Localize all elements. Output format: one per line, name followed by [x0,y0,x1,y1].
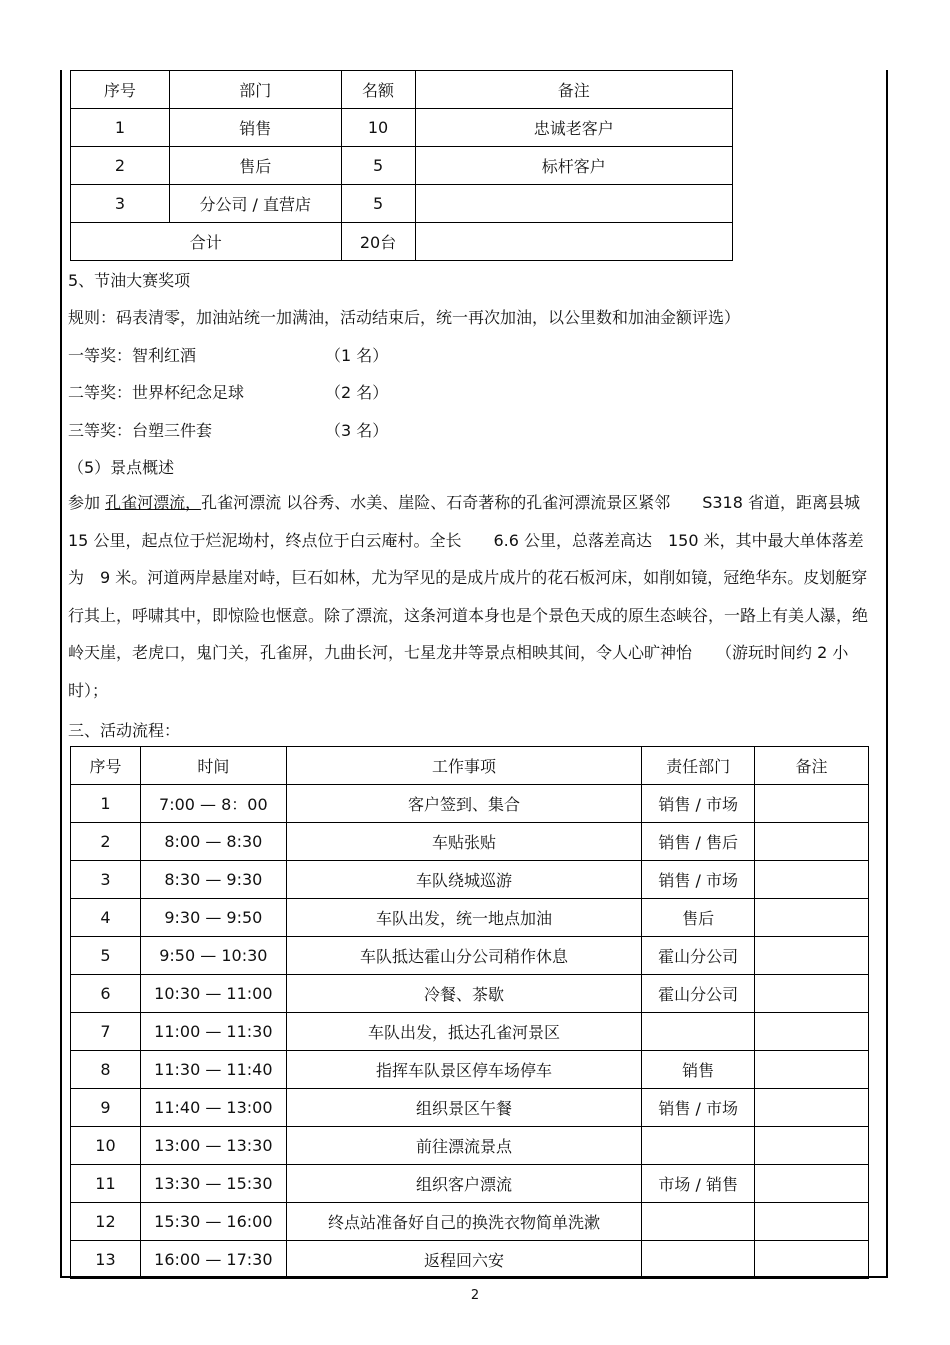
scenic-description [68,484,873,709]
total-note [415,223,733,261]
table-cell: 10 [71,1127,141,1165]
table-cell: 5 [341,185,415,223]
prize-first-label: 一等奖：智利红酒 [68,346,197,365]
table-cell: 指挥车队景区停车场停车 [286,1051,642,1089]
scenic-intro-prefix: 参加 [68,493,106,512]
table-row [71,109,733,147]
table-cell: 销售 / 售后 [642,823,755,861]
scenic-body: 孔雀河漂流 以谷秀、水美、崖险、石奇著称的孔雀河漂流景区紧邻 S318 省道，距离县城 15 公里，起点位于烂泥坳村，终点位于白云庵村。全长 6.6 公里，总落差高达 150 米，其中最大单体落差为 9 米。河道两岸悬崖对峙，巨石如林，尤为罕见的是成片成片的花石板河床，如削如镜，冠绝华东。皮划艇穿行其上，呼啸其中，即惊险也惬意。除了漂流，这条河道本身也是个景色天成的原生态峡谷，一路上有美人瀑，绝岭天崖，老虎口，鬼门关，孔雀屏，九曲长河，七星龙井等景点相映其间，令人心旷神怡 （游玩时间约 2 小时）； [68,493,869,700]
table-cell: 13:30 — 15:30 [140,1165,286,1203]
table-cell: 冷餐、茶歇 [286,975,642,1013]
table-cell: 10:30 — 11:00 [140,975,286,1013]
table-cell [755,899,869,937]
table-header-row [71,71,733,109]
table-cell: 7 [71,1013,141,1051]
table-header-row [71,747,869,785]
table-cell: 11 [71,1165,141,1203]
table-cell: 标杆客户 [415,147,733,185]
table-cell: 2 [71,147,170,185]
column-header: 序号 [71,71,170,109]
table-cell: 5 [71,937,141,975]
table-row [71,1013,869,1051]
table-row [71,823,869,861]
table-row [71,1127,869,1165]
table-cell: 16:00 — 17:30 [140,1241,286,1279]
table-cell: 车队出发，抵达孔雀河景区 [286,1013,642,1051]
table-cell: 13:00 — 13:30 [140,1127,286,1165]
table-cell [755,785,869,823]
table-cell: 11:00 — 11:30 [140,1013,286,1051]
prize-third-qty: （3 名） [325,421,389,440]
table-cell [642,1241,755,1279]
column-header: 备注 [755,747,869,785]
table-cell [755,1051,869,1089]
table-cell: 11:40 — 13:00 [140,1089,286,1127]
table-cell: 组织景区午餐 [286,1089,642,1127]
table-cell: 分公司 / 直营店 [169,185,341,223]
scenic-heading: （5）景点概述 [68,458,175,477]
column-header: 工作事项 [286,747,642,785]
table-cell: 霍山分公司 [642,975,755,1013]
table-cell: 销售 [642,1051,755,1089]
table-cell: 8:00 — 8:30 [140,823,286,861]
table-cell [755,975,869,1013]
table-cell [755,1089,869,1127]
table-cell: 1 [71,785,141,823]
table-cell: 销售 / 市场 [642,785,755,823]
table-row [71,899,869,937]
column-header: 部门 [169,71,341,109]
fuel-contest-rule: 规则：码表清零，加油站统一加满油，活动结束后，统一再次加油，以公里数和加油金额评选） [68,308,741,327]
table-cell: 8 [71,1051,141,1089]
column-header: 时间 [140,747,286,785]
page-number: 2 [470,1288,480,1303]
column-header: 备注 [415,71,733,109]
table-cell: 9 [71,1089,141,1127]
table-cell: 车队出发，统一地点加油 [286,899,642,937]
column-header: 名额 [341,71,415,109]
table-cell: 车队抵达霍山分公司稍作休息 [286,937,642,975]
table-cell [755,1203,869,1241]
table-cell [755,1241,869,1279]
total-value: 20台 [341,223,415,261]
table-cell: 3 [71,185,170,223]
total-label: 合计 [71,223,342,261]
quota-table [70,70,733,261]
table-row [71,147,733,185]
total-row [71,223,733,261]
table-cell [642,1203,755,1241]
table-row [71,937,869,975]
table-cell [755,937,869,975]
table-cell: 2 [71,823,141,861]
table-cell: 销售 [169,109,341,147]
table-cell: 10 [341,109,415,147]
table-cell: 忠诚老客户 [415,109,733,147]
table-row [71,861,869,899]
table-cell: 5 [341,147,415,185]
table-cell: 9:50 — 10:30 [140,937,286,975]
flow-table [70,746,869,1279]
table-cell: 市场 / 销售 [642,1165,755,1203]
table-cell: 车贴张贴 [286,823,642,861]
table-cell [755,1127,869,1165]
table-cell: 霍山分公司 [642,937,755,975]
table-row [71,975,869,1013]
prize-second-qty: （2 名） [325,383,389,402]
column-header: 责任部门 [642,747,755,785]
scenic-intro-link: 孔雀河漂流， [105,493,202,512]
table-row [71,1165,869,1203]
table-cell: 组织客户漂流 [286,1165,642,1203]
prize-second-label: 二等奖：世界杯纪念足球 [68,383,245,402]
table-cell [415,185,733,223]
table-cell: 7:00 — 8：00 [140,785,286,823]
prize-third-label: 三等奖：台塑三件套 [68,421,213,440]
table-cell: 12 [71,1203,141,1241]
table-cell: 售后 [169,147,341,185]
table-row [71,1241,869,1279]
table-cell [642,1127,755,1165]
table-cell: 15:30 — 16:00 [140,1203,286,1241]
table-cell [755,1013,869,1051]
table-row [71,1089,869,1127]
table-cell: 售后 [642,899,755,937]
table-cell: 销售 / 市场 [642,1089,755,1127]
table-cell: 6 [71,975,141,1013]
table-cell: 13 [71,1241,141,1279]
table-cell: 返程回六安 [286,1241,642,1279]
table-row [71,785,869,823]
table-cell [642,1013,755,1051]
table-cell: 9:30 — 9:50 [140,899,286,937]
table-cell: 8:30 — 9:30 [140,861,286,899]
table-cell: 11:30 — 11:40 [140,1051,286,1089]
table-cell [755,861,869,899]
table-row [71,1051,869,1089]
column-header: 序号 [71,747,141,785]
prize-first-qty: （1 名） [325,346,389,365]
flow-heading: 三、活动流程： [68,721,181,740]
table-cell: 4 [71,899,141,937]
table-row [71,185,733,223]
table-cell [755,823,869,861]
fuel-contest-heading: 5、节油大赛奖项 [68,271,191,290]
table-cell: 终点站准备好自己的换洗衣物简单洗漱 [286,1203,642,1241]
table-cell [755,1165,869,1203]
table-cell: 3 [71,861,141,899]
table-cell: 前往漂流景点 [286,1127,642,1165]
table-cell: 1 [71,109,170,147]
table-cell: 客户签到、集合 [286,785,642,823]
table-cell: 销售 / 市场 [642,861,755,899]
table-cell: 车队绕城巡游 [286,861,642,899]
table-row [71,1203,869,1241]
